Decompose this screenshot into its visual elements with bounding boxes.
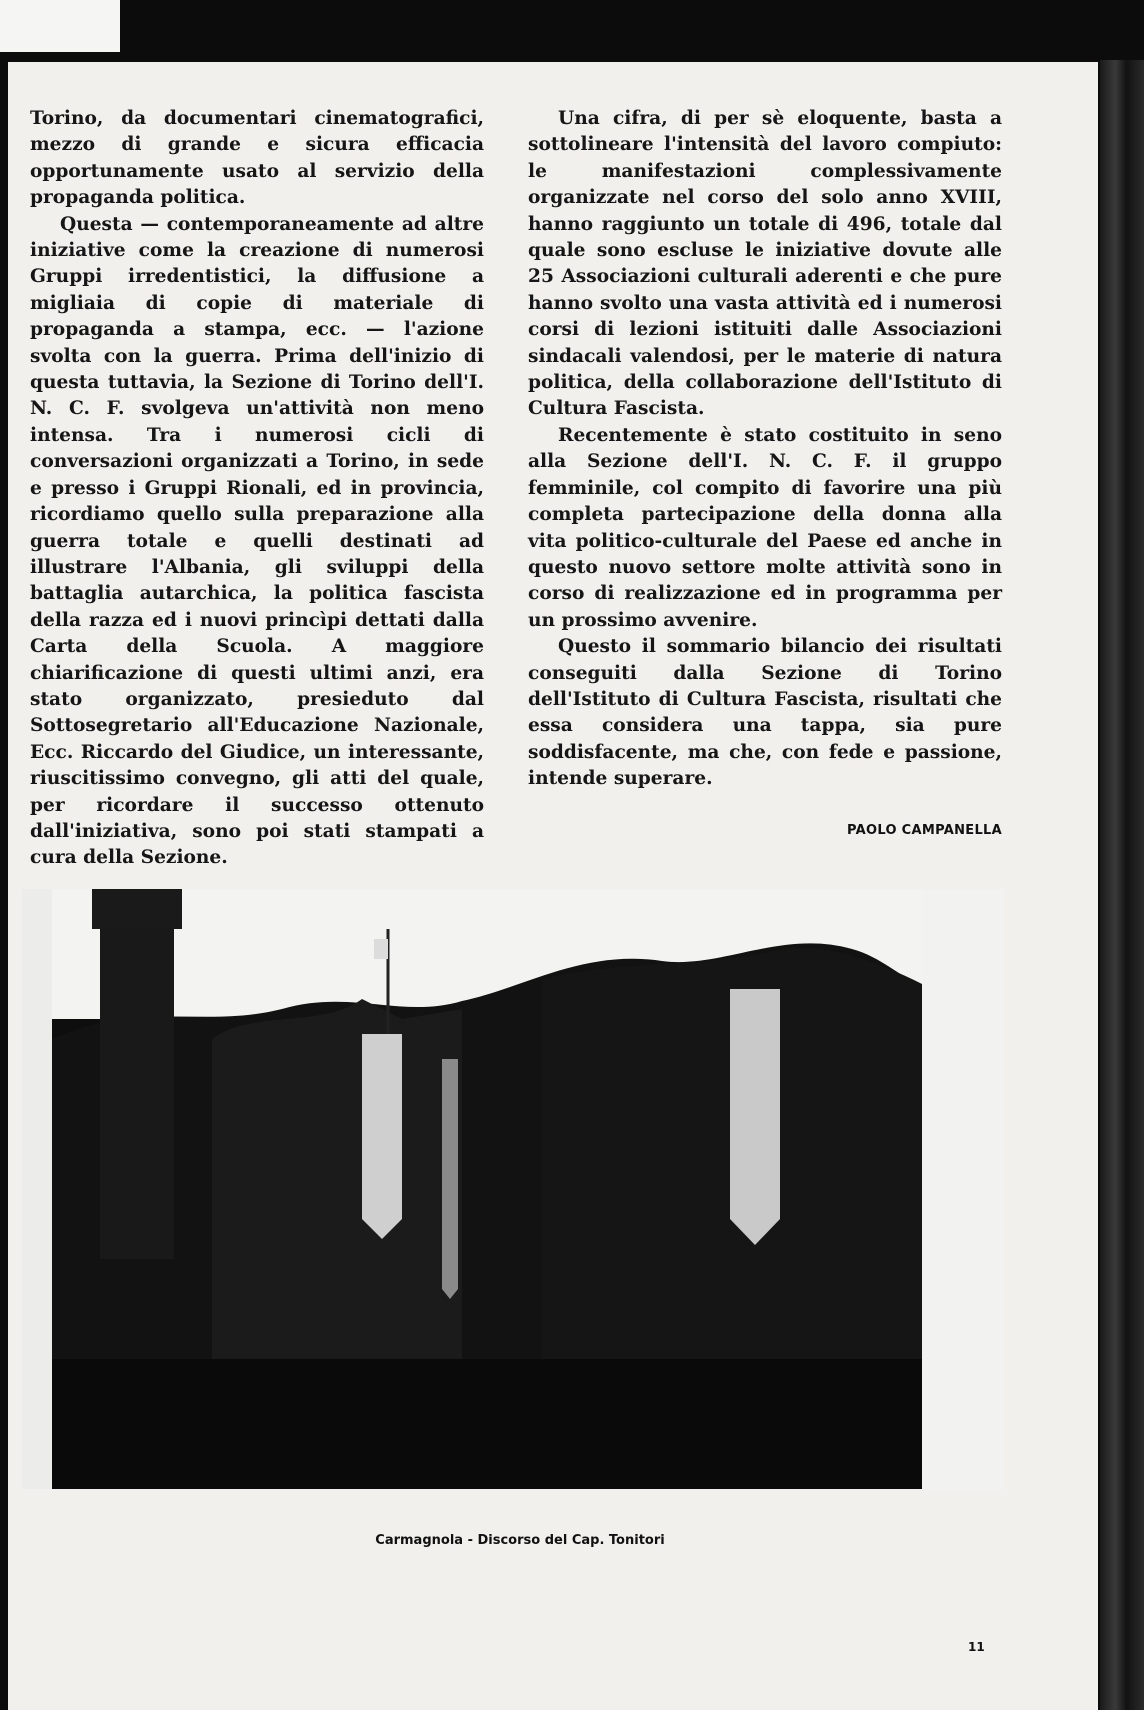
book-spine-edge — [1100, 60, 1144, 1710]
banner-right — [730, 989, 780, 1245]
scan-corner-margin — [0, 0, 120, 52]
right-paragraph-2: Recentemente è stato costituito in seno alla Sezione dell'I. N. C. F. il gruppo femminile, col compito di favorire una più completa partecipazione della donna alla vita politico-culturale del Paese ed anche in questo nuovo settore molte attività sono in corso di realizzazione ed in programma per un prossimo avvenire. — [528, 424, 1002, 631]
bell-tower-top — [92, 889, 182, 929]
article-left-column — [30, 106, 484, 872]
photo-scene — [22, 889, 1004, 1519]
photo-left-border — [22, 889, 52, 1519]
right-paragraph-3: Questo il sommario bilancio dei risultati conseguiti dalla Sezione di Torino dell'Istituto di Cultura Fascista, risultati che essa considera una tappa, sia pure soddisfacente, ma che, con fede e passione, intende superare. — [528, 636, 1002, 790]
photo-bottom-margin — [22, 1489, 1004, 1519]
magazine-page — [8, 62, 1098, 1710]
photo-right-margin — [922, 889, 1004, 1519]
banner-small — [442, 1059, 458, 1299]
right-paragraph-1: Una cifra, di per sè eloquente, basta a sottolineare l'intensità del lavoro compiuto: le manifestazioni complessivamente organizzate nel corso del solo anno XVIII, hanno raggiunto un totale di 496, totale dal quale sono escluse le iniziative dovute alle 25 Associazioni culturali aderenti e che pure hanno svolto una vasta attività ed i numerosi corsi di lezioni istituiti dalle Associazioni sindacali valendosi, per le materie di natura politica, della collaborazione dell'Istituto di Cultura Fascista. — [528, 108, 1002, 420]
left-paragraph-2: Questa — contemporaneamente ad altre iniziative come la creazione di numerosi Gruppi irredentistici, la diffusione a migliaia di copie di materiale di propaganda a stampa, ecc. — l'azione svolta con la guerra. Prima dell'inizio di questa tuttavia, la Sezione di Torino dell'I. N. C. F. svolgeva un'attività non meno intensa. Tra i numerosi cicli di conversazioni organizzati a Torino, in sede e presso i Gruppi Rionali, ed in provincia, ricordiamo quello sulla preparazione alla guerra totale e quelli destinati ad illustrare l'Albania, gli sviluppi della battaglia autarchica, la politica fascista della razza ed i nuovi princìpi dettati dalla Carta della Scuola. A maggiore chiarificazione di questi ultimi anzi, era stato organizzato, presieduto dal Sottosegretario all'Educazione Nazionale, Ecc. Riccardo del Giudice, un interessante, riuscitissimo convegno, gli atti del quale, per ricordare il successo ottenuto dall'iniziativa, sono poi stati stampati a cura della Sezione. — [30, 213, 484, 869]
photo-caption: Carmagnola - Discorso del Cap. Tonitori — [375, 1533, 665, 1548]
banner-left — [362, 1034, 402, 1239]
left-paragraph-1: Torino, da documentari cinematografici, mezzo di grande e sicura efficacia opportunamente usato al servizio della propaganda politica. — [30, 108, 484, 209]
article-right-column — [528, 106, 1002, 793]
page-number: 11 — [968, 1640, 985, 1654]
event-photograph — [22, 889, 1004, 1519]
bell-tower — [100, 929, 174, 1259]
crowd-dark-area — [52, 1359, 922, 1489]
flag — [374, 939, 388, 959]
author-signature: PAOLO CAMPANELLA — [847, 823, 1002, 838]
